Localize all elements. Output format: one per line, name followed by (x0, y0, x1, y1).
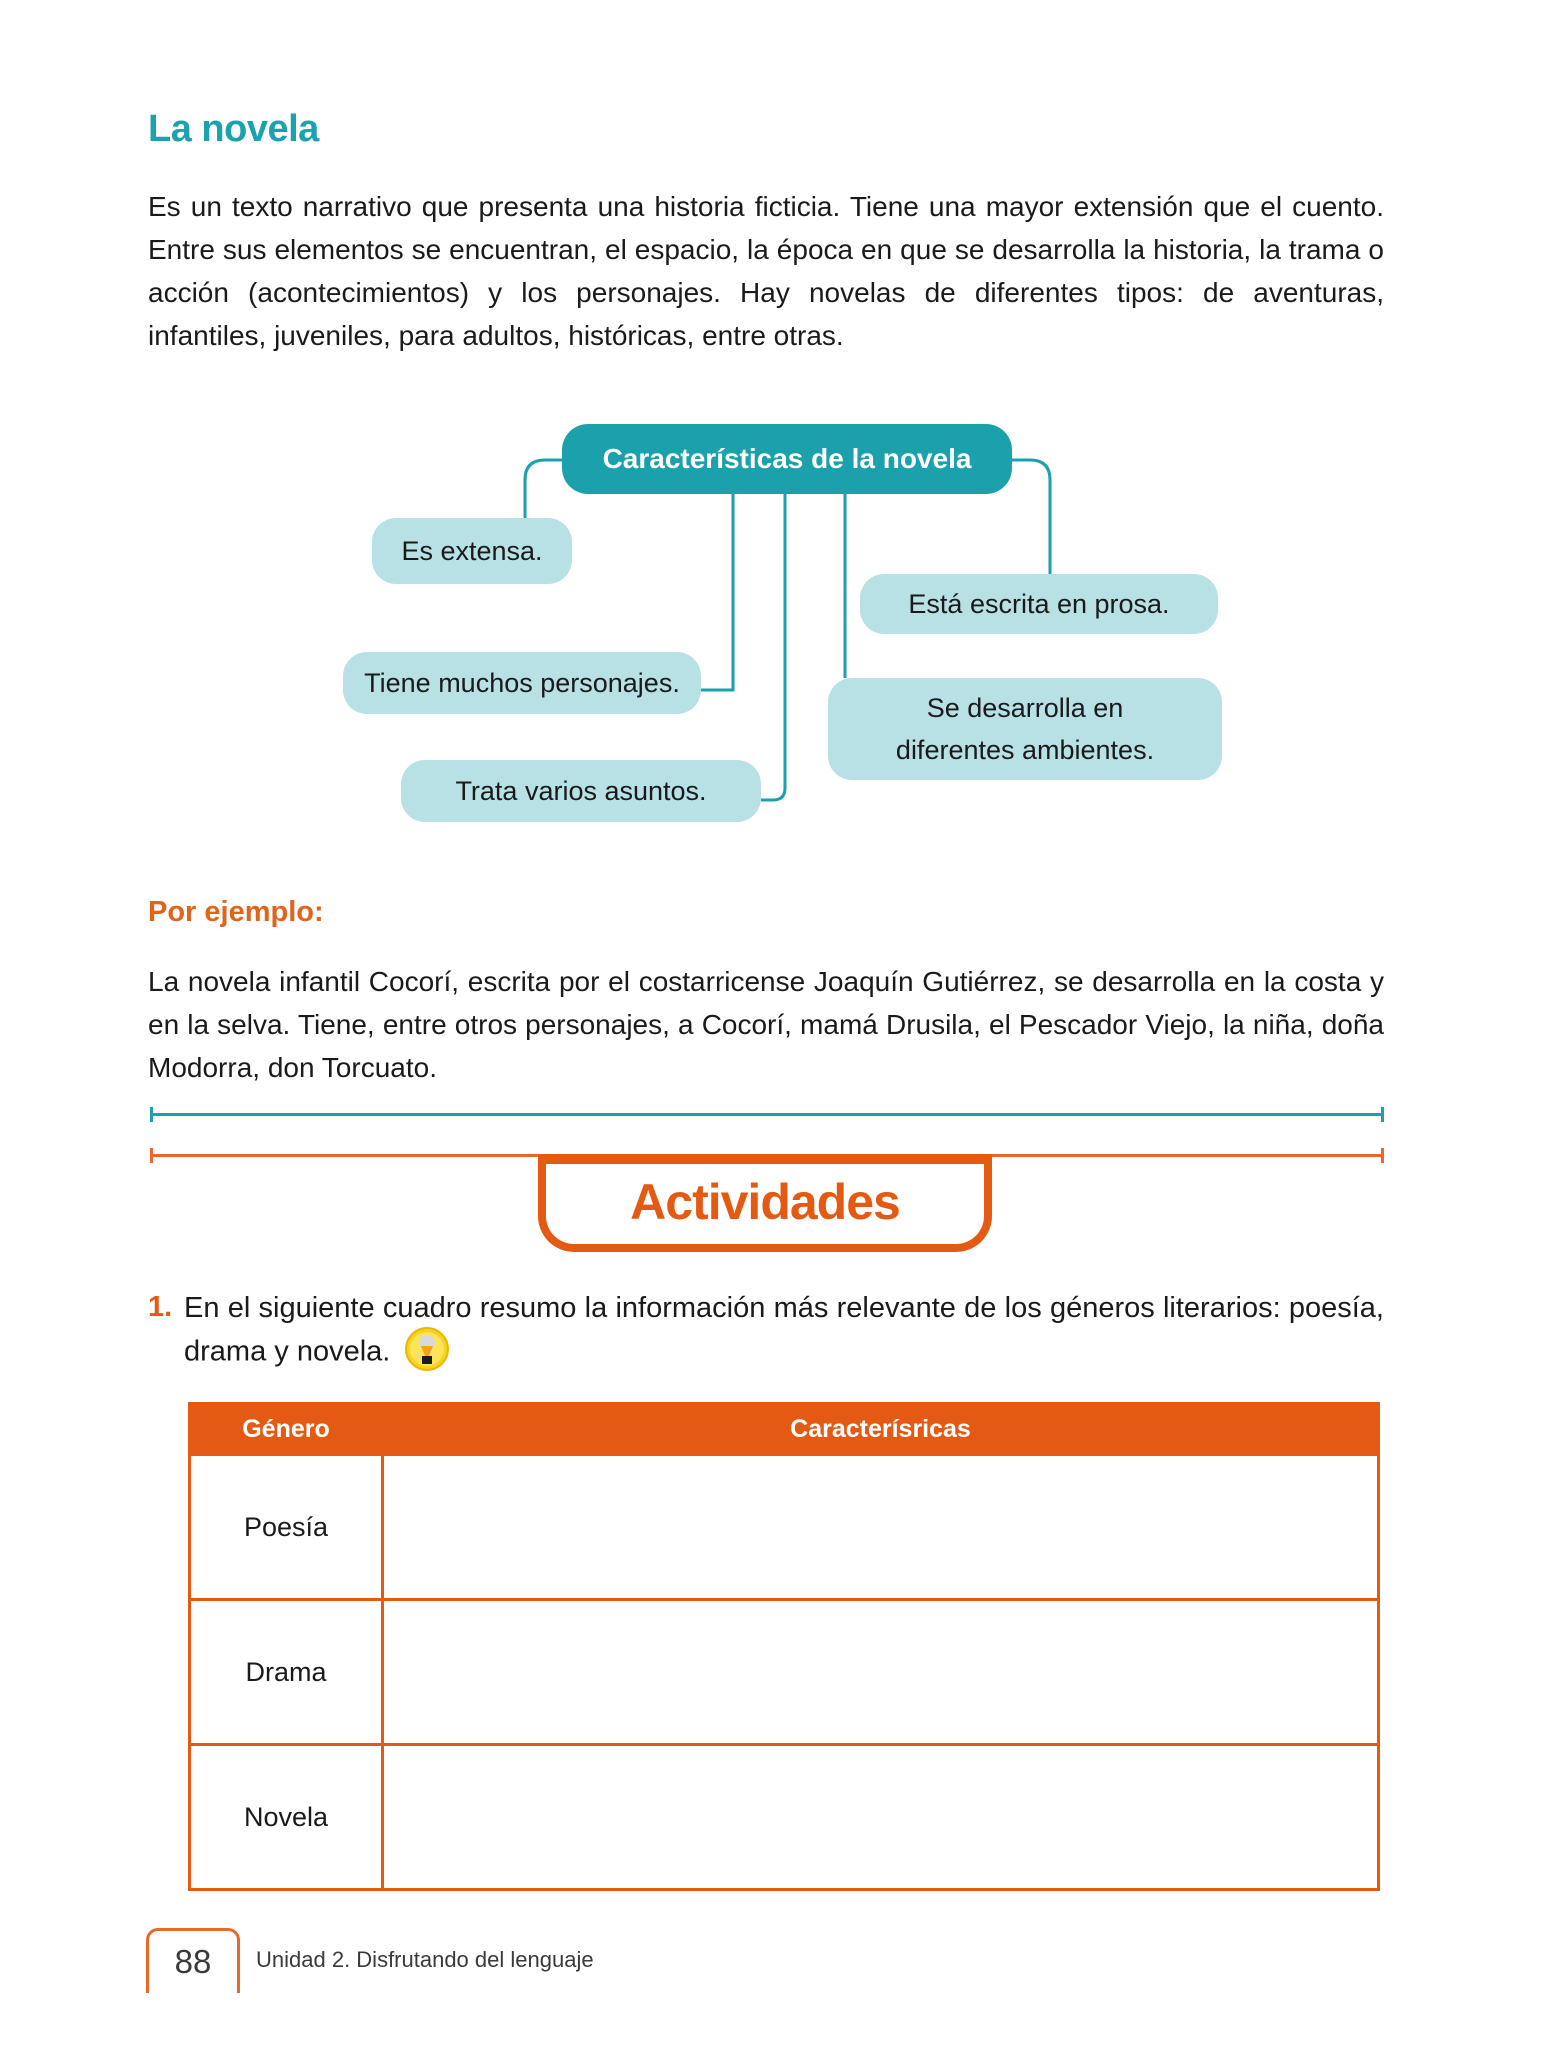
concept-node-ambientes (828, 678, 1222, 780)
divider-teal (150, 1113, 1384, 1116)
characteristics-input-cell[interactable] (383, 1600, 1379, 1745)
genre-cell: Novela (190, 1745, 383, 1890)
characteristics-input-cell[interactable] (383, 1745, 1379, 1890)
genre-cell: Poesía (190, 1455, 383, 1600)
activity-instruction (184, 1287, 1384, 1376)
footer-unit-title: Unidad 2. Disfrutando del lenguaje (256, 1947, 594, 1972)
concept-node-personajes: Tiene muchos personajes. (343, 652, 701, 714)
example-paragraph: La novela infantil Cocorí, escrita por el costarricense Joaquín Gutiérrez, se desarrolla en la costa y en la selva. Tiene, entre otros personajes, a Cocorí, mamá Drusila, el Pescador Viejo, la niña, doña Modorra, don Torcuato. (148, 966, 1384, 1083)
table-header-row (190, 1404, 1379, 1455)
concept-node-ambientes-text: Se desarrolla en diferentes ambientes. (895, 693, 1155, 765)
activities-title: Actividades (630, 1174, 900, 1230)
connector-prosa (1012, 460, 1050, 574)
section-title: La novela (148, 108, 319, 150)
page-number: 88 (146, 1928, 240, 1993)
activity-instruction-text: En el siguiente cuadro resumo la información más relevante de los géneros literarios: poesía, drama y novela. (184, 1292, 1384, 1368)
header-characteristics: Caracterísricas (383, 1404, 1379, 1455)
activities-banner (538, 1154, 992, 1252)
concept-node-extensa: Es extensa. (372, 518, 572, 584)
lightbulb-icon (404, 1326, 450, 1372)
table-row (190, 1455, 1379, 1600)
activity-number: 1. (148, 1291, 173, 1323)
characteristics-input-cell[interactable] (383, 1455, 1379, 1600)
genre-cell: Drama (190, 1600, 383, 1745)
concept-node-prosa: Está escrita en prosa. (860, 574, 1218, 634)
table-row (190, 1745, 1379, 1890)
concept-node-asuntos: Trata varios asuntos. (401, 760, 761, 822)
genres-table (188, 1402, 1380, 1891)
header-genre: Género (190, 1404, 383, 1455)
concept-map-title: Características de la novela (562, 424, 1012, 494)
table-row (190, 1600, 1379, 1745)
example-label: Por ejemplo: (148, 896, 324, 928)
connector-muchos-personajes (701, 494, 733, 690)
intro-paragraph: Es un texto narrativo que presenta una historia ficticia. Tiene una mayor extensión que el cuento. Entre sus elementos se encuentran, el espacio, la época en que se desarrolla la historia, la trama o acción (acontecimientos) y los personajes. Hay novelas de diferentes tipos: de aventuras, infantiles, juveniles, para adultos, históricas, entre otras. (148, 191, 1384, 351)
connector-es-extensa (525, 460, 562, 518)
connector-varios-asuntos (761, 494, 785, 800)
activities-banner-top (538, 1154, 992, 1164)
